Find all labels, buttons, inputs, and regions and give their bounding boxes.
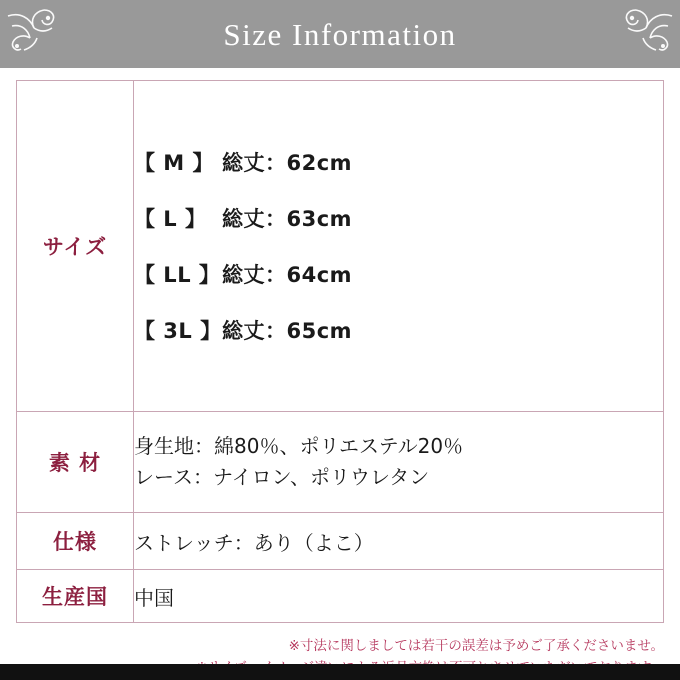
table-row-spec [17, 513, 664, 570]
size-measure: 総丈：65cm [222, 319, 353, 343]
list-item [134, 134, 663, 190]
row-label-material: 素 材 [17, 412, 134, 513]
row-value-size [134, 81, 664, 412]
row-value-material [134, 412, 664, 513]
size-table [16, 80, 664, 623]
list-item [134, 302, 663, 358]
table-row-country [17, 570, 664, 623]
spec-text: ストレッチ：あり（よこ） [134, 530, 374, 555]
list-item [134, 246, 663, 302]
size-list [134, 112, 663, 380]
material-line: レース：ナイロン、ポリウレタン [134, 465, 430, 489]
table-row-size [17, 81, 664, 412]
size-table-wrapper [0, 68, 680, 623]
size-name: 【 M 】 [134, 151, 215, 175]
note-line: ※寸法に関しましては若干の誤差は予めご了承くださいませ。 [288, 638, 664, 654]
page-header [0, 0, 680, 68]
row-value-spec [134, 513, 664, 570]
size-measure: 総丈：64cm [222, 263, 353, 287]
material-list [134, 427, 663, 497]
list-item [134, 190, 663, 246]
size-measure: 総丈：63cm [222, 207, 353, 231]
table-row-material [17, 412, 664, 513]
floral-flourish-icon [4, 6, 66, 62]
page-title: Size Information [223, 16, 457, 52]
size-name: 【 L 】 [134, 207, 207, 231]
floral-flourish-icon [614, 6, 676, 62]
material-line: 身生地：綿80％、ポリエステル20％ [134, 434, 464, 458]
row-label-size: サイズ [17, 81, 134, 412]
row-value-country [134, 570, 664, 623]
size-measure: 総丈：62cm [222, 151, 353, 175]
size-name: 【 3L 】 [134, 319, 222, 343]
size-name: 【 LL 】 [134, 263, 221, 287]
country-text: 中国 [134, 585, 174, 610]
bottom-bar [0, 664, 680, 680]
row-label-spec: 仕様 [17, 513, 134, 570]
row-label-country: 生産国 [17, 570, 134, 623]
